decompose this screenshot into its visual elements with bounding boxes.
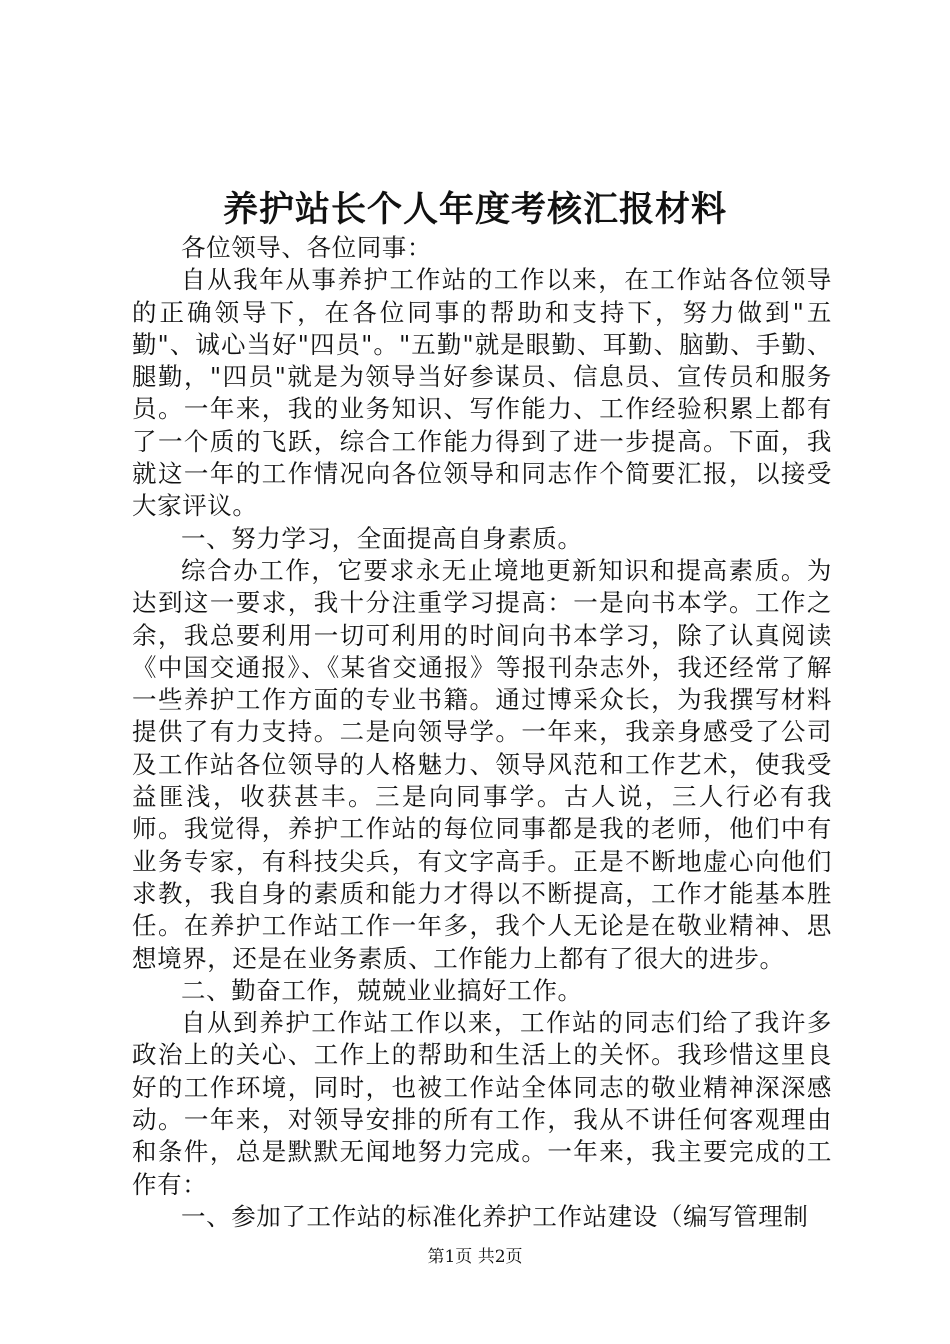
- page-footer: 第1页 共2页: [427, 1247, 523, 1267]
- paragraph-study: 综合办工作，它要求永无止境地更新知识和提高素质。为达到这一要求，我十分注重学习提高：一是向书本学。工作之余，我总要利用一切可利用的时间向书本学习，除了认真阅读《中国交通报》、《某省交通报》等报刊杂志外，我还经常了解一些养护工作方面的专业书籍。通过博采众长，为我撰写材料提供了有力支持。二是向领导学。一年来，我亲身感受了公司及工作站各位领导的人格魅力、领导风范和工作艺术，使我受益匪浅，收获甚丰。三是向同事学。古人说，三人行必有我师。我觉得，养护工作站的每位同事都是我的老师，他们中有业务专家，有科技尖兵，有文字高手。正是不断地虚心向他们求教，我自身的素质和能力才得以不断提高，工作才能基本胜任。在养护工作站工作一年多，我个人无论是在敬业精神、思想境界，还是在业务素质、工作能力上都有了很大的进步。: [132, 555, 832, 973]
- document-title: 养护站长个人年度考核汇报材料: [222, 189, 727, 230]
- section-heading-2: 二、勤奋工作，兢兢业业搞好工作。: [181, 975, 583, 1005]
- section-heading-1: 一、努力学习，全面提高自身素质。: [181, 523, 583, 553]
- document-body: [132, 232, 832, 1233]
- paragraph-work: 自从到养护工作站工作以来，工作站的同志们给了我许多政治上的关心、工作上的帮助和生活上的关怀。我珍惜这里良好的工作环境，同时，也被工作站全体同志的敬业精神深深感动。一年来，对领导安排的所有工作，我从不讲任何客观理由和条件，总是默默无闻地努力完成。一年来，我主要完成的工作有：: [132, 1008, 832, 1199]
- salutation: 各位领导、各位同事：: [181, 233, 432, 262]
- list-item-1: 一、参加了工作站的标准化养护工作站建设（编写管理制: [181, 1201, 809, 1231]
- paragraph-intro: 自从我年从事养护工作站的工作以来，在工作站各位领导的正确领导下，在各位同事的帮助和支持下，努力做到"五勤"、诚心当好"四员"。"五勤"就是眼勤、耳勤、脑勤、手勤、腿勤，"四员"就是为领导当好参谋员、信息员、宣传员和服务员。一年来，我的业务知识、写作能力、工作经验积累上都有了一个质的飞跃，综合工作能力得到了进一步提高。下面，我就这一年的工作情况向各位领导和同志作个简要汇报，以接受大家评议。: [132, 265, 832, 521]
